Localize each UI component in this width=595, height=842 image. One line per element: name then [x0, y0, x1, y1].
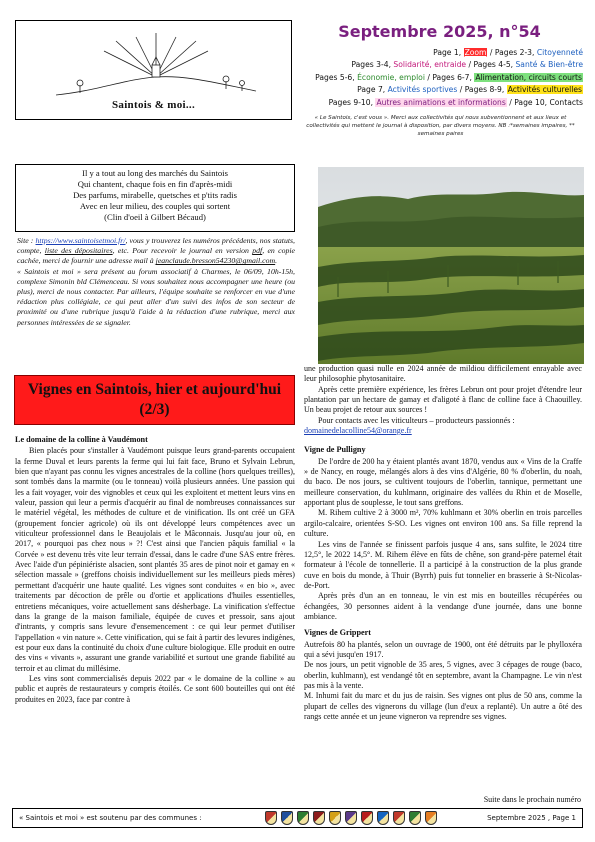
site-text-2: , etc. Pour recevoir le journal en version [112, 246, 253, 256]
commune-crest-icon [425, 811, 437, 825]
commune-crest-icon [345, 811, 357, 825]
site-paragraph [17, 236, 295, 267]
section-title-pulligny: Vigne de Pulligny [304, 445, 366, 455]
commune-crest-icon [377, 811, 389, 825]
site-label: Site : [17, 236, 36, 245]
poem-box [15, 164, 295, 232]
toc-text: Page 1, [433, 48, 464, 57]
site-text-1: , vous y trouverez les numéros précédents, nos statuts, compte, [17, 236, 296, 256]
article-title: Vignes en Saintois, hier et aujourd'hui (2/3) [14, 375, 295, 425]
commune-crest-icon [313, 811, 325, 825]
site-url-link[interactable]: https://www.saintoisetmoi.fr/ [35, 236, 126, 245]
domaine-contact-email[interactable]: domainedelacolline54@orange.fr [304, 426, 412, 436]
toc-text: Pages 5-6, [315, 72, 358, 82]
commune-crest-icon [281, 811, 293, 825]
commune-crest-icon [409, 811, 421, 825]
toc-section-link[interactable]: Zoom [464, 48, 487, 57]
commune-crests [265, 811, 437, 826]
poem-line: Avec en leur milieu, des couples qui sortent [79, 201, 231, 211]
toc-section-link[interactable]: Économie, emploi [357, 72, 425, 82]
toc-section-link[interactable]: Activités culturelles [507, 85, 582, 95]
toc-section-link[interactable]: Citoyenneté [536, 48, 583, 57]
toc-text: Page 7, [357, 85, 388, 95]
contact-mail-link[interactable]: jeanclaude.bresson54230@gmail.com [155, 256, 276, 266]
article-paragraph: une production quasi nulle en 2024 année de mildiou difficilement enrayable avec leur philosophie phytosanitaire. [304, 364, 582, 384]
footer-supporters-label: « Saintois et moi » est soutenu par des communes : [19, 814, 202, 822]
article-right-column [304, 364, 582, 722]
toc-line [296, 97, 583, 109]
article-paragraph: De nos jours, un petit vignoble de 35 ares, 5 vignes, avec 3 cépages de rouge (baco, oberlin, kuhlmann), est vendangé tôt en septembre, avant la Champagne. Le vin n'est pas mis à la vente. [304, 660, 582, 690]
toc-text: / Page 10, Contacts [506, 97, 583, 107]
toc-line [296, 72, 583, 84]
vineyard-photo [318, 167, 584, 364]
article-paragraph: M. Inhumi fait du marc et du jus de raisin. Ses vignes ont plus de 50 ans, comme la plupart de celles des vignerons du village (lun d'eux a replanté). Un autre a ôté des rangs cette année et un jeune vigneron va reprendre ses vignes. [304, 691, 582, 721]
article-paragraph: Bien placés pour s'installer à Vaudémont puisque leurs grand-parents occupaient la ferme Duval et leurs parents la ferme qui lui fait face, Bruno et Sylvain Lebrun, bien que n'ayant pas connu les vignes ancestrales de la colline (hors quelques treilles), sont tombés dans la marmite (ou le tonneau) voilà plusieurs années. Une passion qui les a fait voyager, voir des vignobles et ceux qui les exploitent et mettent leurs vins en valeur, passion qui leur a permis d'acquérir au final de nombreuses connaissances sur le matériel végétal, les méthodes de culture et de vinification. Ils ont créé un GFA (groupement foncier agricole) où ils ont développé leurs compétences avec un viticulteur professionnel dans le Beaujolais et le Mâconnais. Jusqu'au jour où, en 2017, « pourquoi pas chez nous » ?! C'est ainsi que l'ancien pâquis familial « la Corvée » est devenu très vite leur terrain d'essai, dans le cadre d'une SAS entre frères. Avec l'aide d'un pépiniériste alsacien, sont plantés 35 ares de pinot noir et gamay en « sélection massale » (greffons choisis individuellement sur les meilleurs pieds mères) permettant d'acquérir une haute qualité. Les vignes sont conduites « en bio », avec traitements par décoction de prêle ou d'ortie et applications d'huiles essentielles, entretiens mécaniques, voire actuellement sans désherbage. La vinification s'effectue dans la grange de la maison familiale, équipée de cuves et pressoir, sans ajout d'intrants, y compris sans levure d'ensemencement : ce qui leur permet d'utiliser l'appellation « vin nature ». Cette vinification, qui se fait à partir des levures indigènes, est pour eux dans la continuité du choix d'une culture biologique. Elle produit en outre des vins « vivants », assurant une grande variabilité et surtout une grande fiabilité au terroir et au climat du millésime. [15, 446, 295, 673]
toc-text: / Pages 8-9, [457, 85, 507, 95]
continued-note: Suite dans le prochain numéro [483, 795, 581, 804]
section-title-vaudemont: Le domaine de la colline à Vaudémont [15, 435, 148, 444]
journal-name: Saintois & moi... [111, 99, 196, 111]
toc-line [296, 59, 583, 71]
article-paragraph: Les vins de l'année se finissent parfois jusque 4 ans, sans sulfite, le 2024 titre 12,5°, le 2022 14,5°. M. Rihem élève en fûts de chêne, son grand-père paternel était formateur à l'école de tonnellerie. Il a participé à la construction de la plus grande cuve en bois du monde, à Thuir (Byrrh) puis fut tonnelier en brasserie à St-Nicolas-de-Port. [304, 539, 582, 590]
article-paragraph: Pour contacts avec les viticulteurs – producteurs passionnés : [318, 415, 515, 425]
toc-section-link[interactable]: Solidarité, entraide [393, 60, 467, 70]
pdf-link[interactable]: pdf [252, 246, 263, 256]
poem-line: Qui chantent, chaque fois en fin d'après-midi [77, 179, 233, 189]
toc-text: / Pages 2-3, [487, 48, 537, 57]
article-paragraph: M. Rihem cultive 2 à 3000 m², 70% kuhlmann et 30% oberlin en trois parcelles argilo-calcaire, orientées S-SO. Les vignes ont environ 100 ans. Sa fille reprend la culture. [304, 508, 582, 539]
issue-title: Septembre 2025, n°54 [338, 22, 541, 41]
commune-crest-icon [265, 811, 277, 825]
toc-text: Pages 9-10, [328, 97, 376, 107]
toc-text: Pages 3-4, [351, 60, 394, 70]
poem-line: Il y a tout au long des marchés du Saintois [82, 168, 228, 178]
toc-section-link[interactable]: Activités sportives [387, 85, 458, 95]
site-text-3: , en copie cachée, merci de fournir une adresse mail à [17, 246, 295, 266]
toc-text: / Pages 4-5, [466, 60, 516, 70]
journal-logo [15, 20, 292, 120]
footer-page-info: Septembre 2025 , Page 1 [487, 814, 576, 822]
article-paragraph: Après près d'un an en tonneau, le vin est mis en bouteilles récupérées ou échangées, 30 personnes aident à la vendange d'une journée, dans une bonne ambiance. [304, 591, 582, 621]
article-paragraph: Les vins sont commercialisés depuis 2022 par « le domaine de la colline » au public et auprès de restaurateurs y compris étoilés. Ce sont 600 bouteilles qui ont été produites en 2023, face par contre à [15, 673, 295, 704]
section-title-grippert: Vignes de Grippert [304, 628, 372, 638]
site-text-4: . [275, 256, 278, 266]
site-info [17, 236, 295, 328]
toc-line [296, 84, 583, 96]
article-paragraph: Autrefois 80 ha plantés, selon un ouvrage de 1900, ont été détruits par le phylloxéra qui a sévi jusqu'en 1917. [304, 639, 582, 659]
article-paragraph: Après cette première expérience, les frères Lebrun ont pour projet d'étendre leur plantation par un hectare de gamay et d'aligoté à flanc de colline face à Chaouilley. Un beau projet de retour aux sources ! [304, 384, 582, 415]
intro-note: « Le Saintois, c'est vous ». Merci aux collectivités qui nous subventionnent et aux lieux et collectivités qui mettent le journal à disposition, par divers moyens. NB :*semaines impaires, ** semaines paires [306, 115, 575, 137]
poem-line: Des parfums, mirabelle, quetsches et p'tits radis [73, 190, 237, 200]
commune-crest-icon [361, 811, 373, 825]
depositaires-link[interactable]: liste des dépositaires [44, 246, 113, 256]
article-paragraph: De l'ordre de 200 ha y étaient plantés avant 1870, vendus aux « Vins de la Craffe » de Nancy, en rouge, mélangés alors à des vins d'Algérie, 80 % d'oberlin, du noah, du baco. De nos jours, se cultivent toujours de l'oberlin, tannique, permettant une meilleure conservation, du kuhlmann, originaire des vallées du Rhin et de Moselle, apportant plus de souplesse, le tout sans greffons. [304, 456, 582, 508]
toc-section-link[interactable]: Autres animations et informations [376, 97, 506, 107]
page-footer [12, 808, 583, 828]
toc-line [296, 47, 583, 59]
commune-crest-icon [393, 811, 405, 825]
toc-text: / Pages 6-7, [424, 72, 475, 82]
poem-line: (Clin d'oeil à Gilbert Bécaud) [104, 212, 206, 222]
toc-section-link[interactable]: Santé & Bien-être [515, 60, 583, 70]
toc-section-link[interactable]: Alimentation, circuits courts [475, 72, 582, 82]
forum-paragraph: « Saintois et moi » sera présent au forum associatif à Charmes, le 06/09, 10h-15h, complexe Simonin bld Clémenceau. Si vous souhaitez nous accompagner une heure (ou plus), merci de nous contacter. Par ailleurs, l'équipe souhaite se renforcer en vue d'une rédaction plus collégiale, ce qui peut aller d'un suivi des infos de son secteur de proximité ou d'une rubrique jusqu'à l'aide à la rédaction d'une rubrique, merci aux personnes intéressées de se signaler. [17, 266, 295, 327]
commune-crest-icon [297, 811, 309, 825]
article-left-column [15, 432, 295, 705]
commune-crest-icon [329, 811, 341, 825]
table-of-contents [296, 47, 583, 109]
